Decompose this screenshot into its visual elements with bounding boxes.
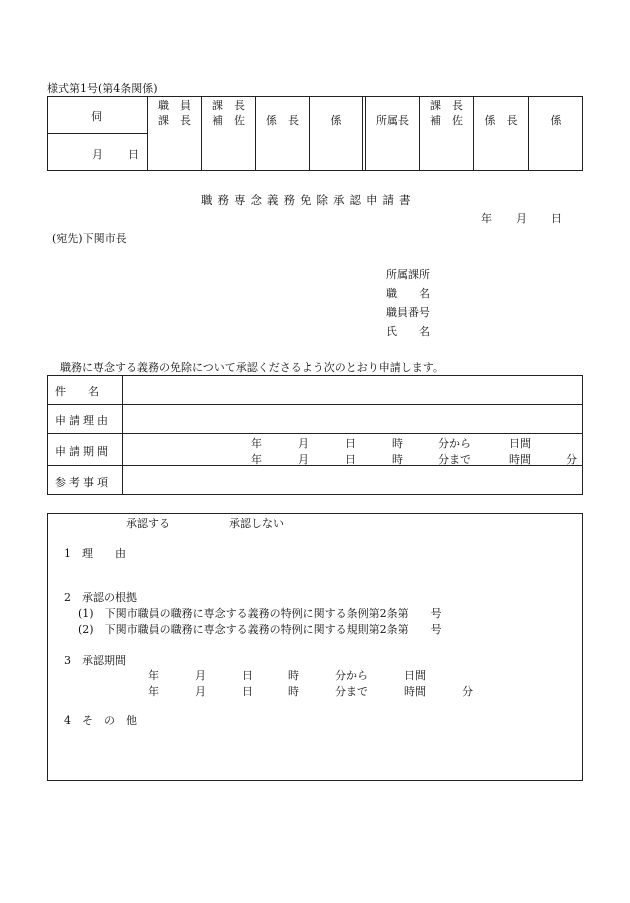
period-from-day: 日 (345, 437, 356, 450)
decision-hours: 時間 (404, 685, 426, 698)
basis-item-2: (2) 下関市職員の職務に専念する義務の特例に関する規則第2条第 号 (78, 623, 442, 636)
applicant-position-label: 職 名 (386, 287, 430, 300)
period-from-year: 年 (251, 437, 262, 450)
period-to-minute: 分まで (438, 453, 471, 466)
addressee: (宛先)下関市長 (52, 232, 127, 245)
period-hours: 時間 (509, 453, 531, 466)
period-from-minute: 分から (438, 437, 471, 450)
notes-label: 参考事項 (55, 476, 111, 489)
applicant-staffno-label: 職員番号 (386, 306, 430, 319)
date-day-label: 日 (128, 148, 139, 161)
form-number: 様式第1号(第4条関係) (47, 82, 158, 95)
col-line1: 課 長 (212, 99, 245, 112)
section-2-basis: 2 承認の根拠 (64, 591, 137, 604)
document-title: 職務専念義務免除承認申請書 (201, 193, 416, 207)
col-line2: 課 長 (158, 114, 191, 127)
approve-label: 承認する (126, 517, 170, 530)
decision-from-hour: 時 (288, 669, 299, 682)
section-3-period: 3 承認期間 (64, 654, 126, 667)
col-kakaricho: 係 長 (266, 114, 299, 127)
decision-to-hour: 時 (288, 685, 299, 698)
period-to-day: 日 (345, 453, 356, 466)
applicant-name-label: 氏 名 (386, 325, 430, 338)
decision-days: 日間 (404, 669, 426, 682)
decision-from-year: 年 (148, 669, 159, 682)
decision-from-month: 月 (195, 669, 206, 682)
col-kakari: 係 (330, 114, 342, 127)
decision-from-minute: 分から (335, 669, 368, 682)
section-4-other: 4 そ の 他 (64, 714, 137, 727)
col-shozokucho: 所属長 (376, 114, 409, 127)
decision-minutes: 分 (462, 685, 473, 698)
col-line2: 補 佐 (212, 114, 245, 127)
col-kacho-hosa-2 (420, 98, 473, 128)
decision-to-day: 日 (242, 685, 253, 698)
col-line1: 職 員 (158, 99, 191, 112)
date-month-label: 月 (92, 148, 103, 161)
applicant-dept-label: 所属課所 (386, 268, 430, 281)
date-month: 月 (516, 212, 527, 225)
subject-label: 件 名 (55, 385, 99, 398)
decision-to-year: 年 (148, 685, 159, 698)
col-kacho-hosa (202, 98, 255, 128)
col-kakari-2: 係 (550, 114, 562, 127)
col-line2: 補 佐 (430, 114, 463, 127)
ukagai-label: 伺 (91, 110, 102, 123)
col-shokuin-kacho (148, 98, 201, 128)
section-1-reason: 1 理 由 (64, 547, 126, 560)
date-year: 年 (481, 212, 492, 225)
period-minutes: 分 (566, 453, 577, 466)
decision-from-day: 日 (242, 669, 253, 682)
period-to-year: 年 (251, 453, 262, 466)
period-days: 日間 (509, 437, 531, 450)
period-to-month: 月 (298, 453, 309, 466)
date-day: 日 (551, 212, 562, 225)
period-label: 申請期間 (55, 445, 111, 458)
basis-item-1: (1) 下関市職員の職務に専念する義務の特例に関する条例第2条第 号 (78, 607, 442, 620)
period-from-month: 月 (298, 437, 309, 450)
decision-to-month: 月 (195, 685, 206, 698)
period-from-hour: 時 (392, 437, 403, 450)
period-to-hour: 時 (392, 453, 403, 466)
intro-text: 職務に専念する義務の免除について承認くださるよう次のとおり申請します。 (60, 361, 444, 374)
col-kakaricho-2: 係 長 (484, 114, 518, 127)
decision-to-minute: 分まで (335, 685, 368, 698)
reason-label: 申請理由 (55, 414, 111, 427)
col-line1: 課 長 (430, 99, 463, 112)
deny-label: 承認しない (229, 517, 284, 530)
